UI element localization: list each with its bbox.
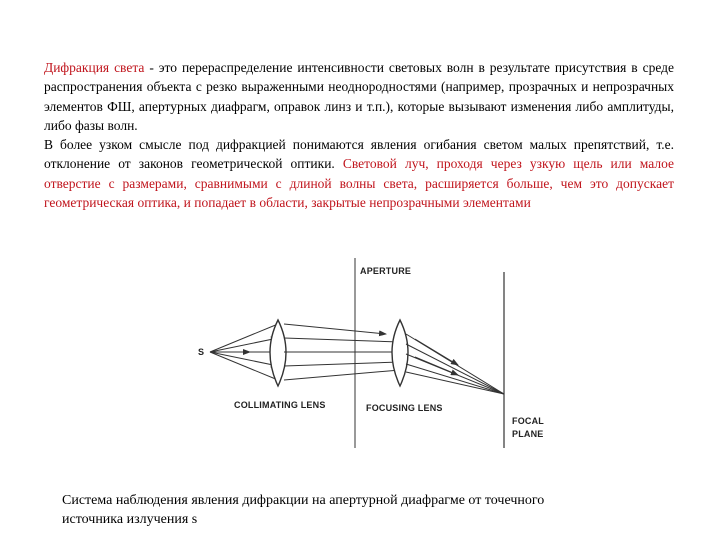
paragraph-narrow-sense — [44, 135, 674, 212]
collimating-lens — [270, 320, 286, 386]
ray-source-bottom — [210, 352, 278, 380]
focusing-lens-label: FOCUSING LENS — [366, 403, 443, 413]
caption-line-2: источника излучения s — [62, 512, 198, 527]
aperture-label: APERTURE — [360, 266, 412, 276]
focal-plane-label-1: FOCAL — [512, 416, 544, 426]
ray-source-upper — [210, 338, 278, 352]
ray-parallel-4 — [284, 362, 400, 366]
source-rays — [210, 324, 278, 380]
term-diffraction: Дифракция света — [44, 60, 145, 75]
converging-rays — [406, 334, 504, 394]
focusing-lens — [392, 320, 408, 386]
ray-source-lower — [210, 352, 278, 366]
ray-parallel-5 — [284, 370, 400, 380]
diffraction-diagram — [190, 258, 560, 448]
definition-text: - это перераспределение интенсивности световых волн в результате присутствия в среде распространения объекта с резко выраженными неоднородностями (например, прозрачных и непрозрачных элементов ФШ, апертурных диафрагм, оправок линз и т.п.), которые вызывают изменения либо амплитуды, либо фазы волн. — [44, 60, 674, 133]
ray-source-top — [210, 324, 278, 352]
main-text — [44, 58, 674, 212]
ray-converge-5 — [406, 372, 504, 394]
highlight-text: Световой луч, проходя через узкую щель или малое отверстие с размерами, сравнимыми с длиной волны света, расширяется больше, чем это допускает геометрическая оптика, и попадает в области, закрытые непрозрачными элементами — [44, 156, 674, 211]
ray-parallel-2 — [284, 338, 400, 342]
focal-plane-label-2: PLANE — [512, 429, 544, 439]
source-label: S — [198, 347, 205, 357]
figure-caption — [62, 491, 662, 529]
paragraph-definition — [44, 58, 674, 135]
diagram-svg — [190, 258, 560, 448]
caption-line-1: Система наблюдения явления дифракции на апертурной диафрагме от точечного — [62, 493, 545, 508]
narrow-sense-text: В более узком смысле под дифракцией понимаются явления огибания светом малых препятствий, т.е. отклонение от законов геометрической оптики. — [44, 137, 674, 172]
ray-parallel-1 — [284, 324, 386, 334]
collimating-lens-label: COLLIMATING LENS — [234, 400, 326, 410]
parallel-rays — [284, 324, 400, 380]
